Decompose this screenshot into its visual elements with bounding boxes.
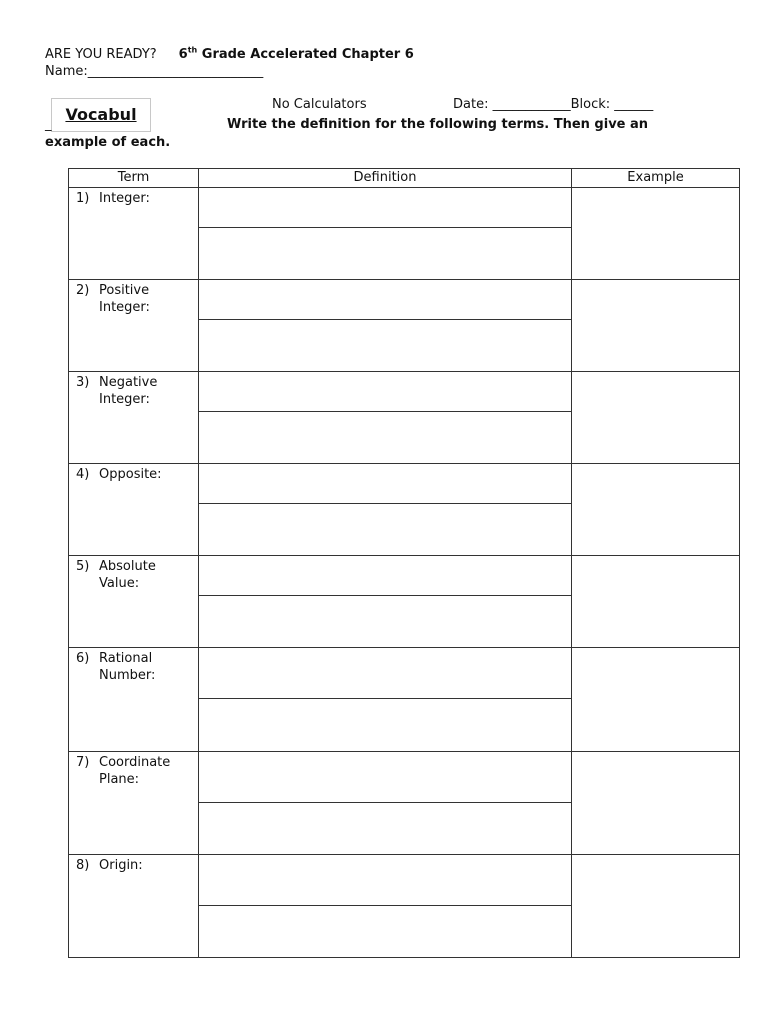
example-cell[interactable]: [572, 188, 740, 280]
vocab-heading-box: Vocabul: [51, 98, 151, 132]
term-cell: [69, 556, 199, 648]
table-row: [69, 752, 740, 855]
title-line: [45, 46, 414, 62]
definition-cell[interactable]: [199, 188, 572, 280]
table-row: [69, 372, 740, 464]
term-cell: [69, 372, 199, 464]
definition-divider: [199, 905, 571, 906]
table-row: [69, 855, 740, 958]
example-cell[interactable]: [572, 752, 740, 855]
term-cell: [69, 855, 199, 958]
definition-cell[interactable]: [199, 855, 572, 958]
definition-cell[interactable]: [199, 556, 572, 648]
definition-divider: [199, 595, 571, 596]
definition-divider: [199, 802, 571, 803]
term-label: Positive Integer:: [99, 283, 150, 315]
definition-cell[interactable]: [199, 464, 572, 556]
term-cell: [69, 280, 199, 372]
term-number: 6): [76, 651, 90, 666]
table-row: [69, 464, 740, 556]
ready-label: ARE YOU READY?: [45, 47, 157, 63]
definition-divider: [199, 227, 571, 228]
example-cell[interactable]: [572, 372, 740, 464]
definition-header: Definition: [199, 169, 572, 188]
definition-divider: [199, 411, 571, 412]
term-label: Opposite:: [99, 467, 162, 482]
definition-divider: [199, 698, 571, 699]
definition-cell[interactable]: [199, 752, 572, 855]
table-row: [69, 556, 740, 648]
term-header: Term: [69, 169, 199, 188]
term-label: Rational Number:: [99, 651, 156, 683]
term-label: Absolute Value:: [99, 559, 156, 591]
header-row: [69, 169, 740, 188]
term-cell: [69, 464, 199, 556]
definition-cell[interactable]: [199, 648, 572, 752]
instructions-line-2: example of each.: [45, 135, 171, 150]
example-header: Example: [572, 169, 740, 188]
term-label: Integer:: [99, 191, 150, 206]
term-cell: [69, 752, 199, 855]
vocab-table: [68, 168, 740, 958]
term-label: Origin:: [99, 858, 143, 873]
example-cell[interactable]: [572, 648, 740, 752]
example-cell[interactable]: [572, 464, 740, 556]
instructions-line-1: Write the definition for the following terms. Then give an: [227, 117, 649, 132]
definition-cell[interactable]: [199, 372, 572, 464]
term-number: 7): [76, 755, 90, 770]
term-number: 2): [76, 283, 90, 298]
no-calculators-label: No Calculators: [272, 97, 367, 112]
table-row: [69, 188, 740, 280]
example-cell[interactable]: [572, 280, 740, 372]
term-cell: [69, 188, 199, 280]
table-row: [69, 648, 740, 752]
table-row: [69, 280, 740, 372]
term-number: 3): [76, 375, 90, 390]
term-number: 1): [76, 191, 90, 206]
date-block-line[interactable]: Date: ____________Block: ______: [453, 97, 654, 112]
grade-number: 6: [178, 47, 188, 63]
definition-divider: [199, 503, 571, 504]
definition-divider: [199, 319, 571, 320]
grade-superscript: th: [187, 46, 198, 55]
term-cell: [69, 648, 199, 752]
term-number: 8): [76, 858, 90, 873]
definition-cell[interactable]: [199, 280, 572, 372]
term-label: Negative Integer:: [99, 375, 158, 407]
example-cell[interactable]: [572, 556, 740, 648]
example-cell[interactable]: [572, 855, 740, 958]
dash-mark: _: [45, 117, 52, 132]
term-number: 5): [76, 559, 90, 574]
chapter-title-rest: Grade Accelerated Chapter 6: [197, 47, 414, 63]
name-line[interactable]: Name:___________________________: [45, 64, 264, 79]
term-label: Coordinate Plane:: [99, 755, 171, 787]
chapter-title: [179, 47, 414, 62]
term-number: 4): [76, 467, 90, 482]
